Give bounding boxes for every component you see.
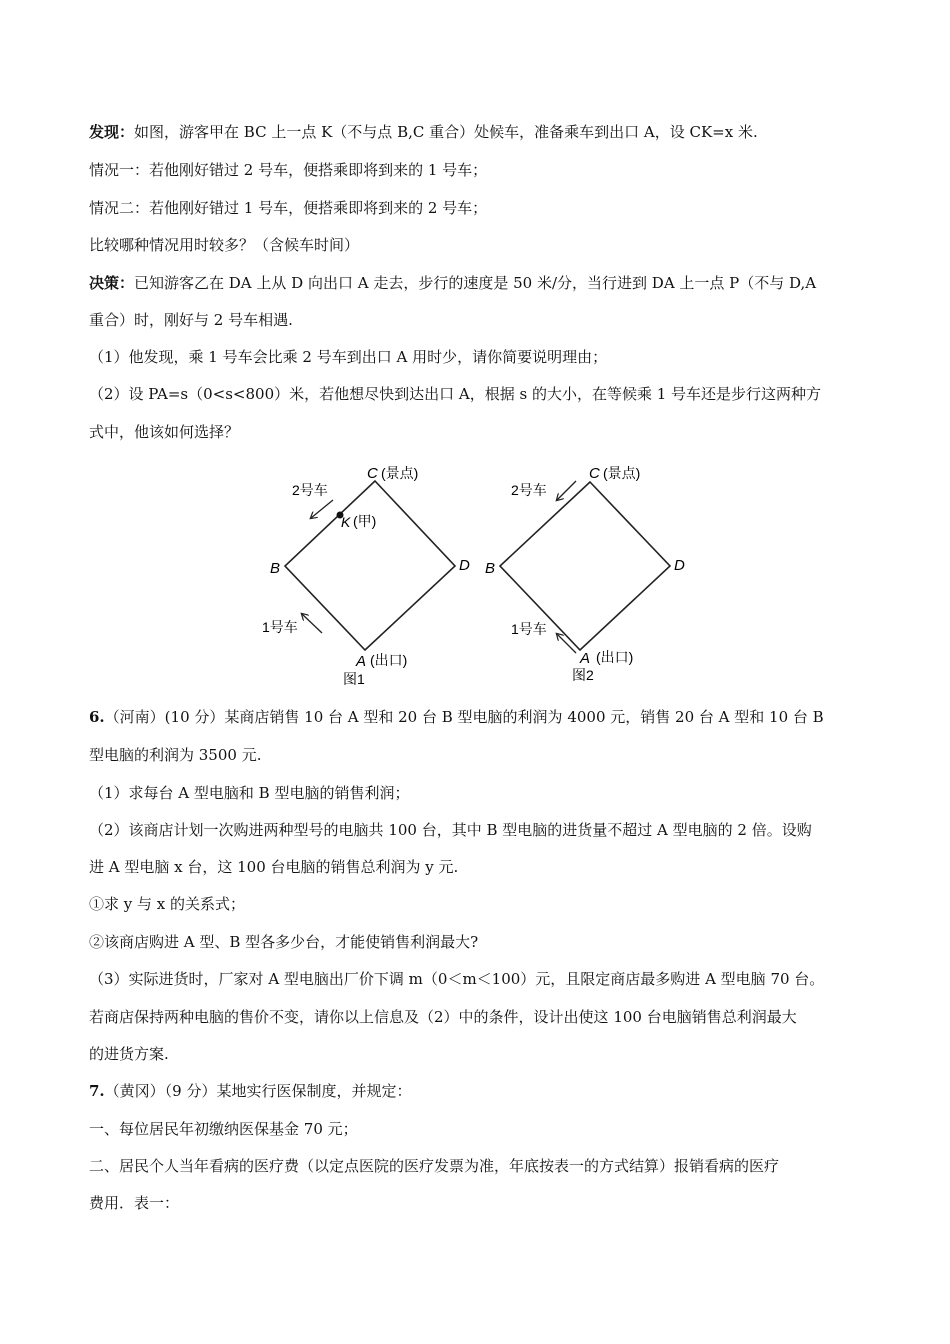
text-line: （3）实际进货时，厂家对 A 型电脑出厂价下调 m（0＜m＜100）元，且限定商店最多购进 A 型电脑 70 台。 [89, 970, 825, 988]
text-line: （1）他发现，乘 1 号车会比乘 2 号车到出口 A 用时少，请你简要说明理由； [89, 348, 608, 366]
label-c: C [589, 465, 600, 482]
label-c-note: (景点) [381, 465, 419, 481]
label-b: B [485, 560, 496, 577]
label-car2: 2号车 [511, 482, 547, 498]
label-car2: 2号车 [292, 482, 328, 498]
text-line: （1）求每台 A 型电脑和 B 型电脑的销售利润； [89, 784, 410, 802]
label-k-note: (甲) [353, 513, 377, 529]
text-line: 的进货方案. [89, 1045, 169, 1063]
label-a: A [580, 650, 591, 667]
figure-2 [485, 465, 685, 683]
label-car1: 1号车 [511, 621, 547, 637]
label-d: D [459, 557, 470, 574]
geometry-figures [0, 455, 950, 695]
text-line: 进 A 型电脑 x 台，这 100 台电脑的销售总利润为 y 元. [89, 858, 459, 876]
text-line: 费用．表一： [89, 1194, 180, 1212]
figure-2-caption: 图2 [572, 667, 594, 683]
label-a-note: (出口) [596, 649, 634, 665]
text-line: （2）该商店计划一次购进两种型号的电脑共 100 台，其中 B 型电脑的进货量不超过 A 型电脑的 2 倍。设购 [89, 821, 812, 839]
car2-direction-arrow [311, 500, 333, 518]
label-d: D [674, 557, 685, 574]
label-a: A [356, 653, 367, 670]
text-line: 6.（河南）(10 分）某商店销售 10 台 A 型和 20 台 B 型电脑的利润为 4000 元，销售 20 台 A 型和 10 台 B [89, 708, 824, 726]
figure-1-square [285, 481, 455, 650]
text-line: 7.（黄冈）（9 分）某地实行医保制度，并规定： [89, 1082, 412, 1100]
label-c: C [367, 465, 378, 482]
text-line: 重合）时，刚好与 2 号车相遇. [89, 311, 293, 329]
label-b: B [270, 560, 281, 577]
figure-1-caption: 图1 [343, 671, 365, 687]
text-line: ①求 y 与 x 的关系式； [89, 895, 246, 913]
label-car1: 1号车 [262, 619, 298, 635]
text-line: 情况二：若他刚好错过 1 号车，便搭乘即将到来的 2 号车； [89, 199, 488, 217]
text-line: 发现：如图，游客甲在 BC 上一点 K（不与点 B,C 重合）处候车，准备乘车到出口 A，设 CK=x 米. [89, 123, 758, 141]
text-line: 比较哪种情况用时较多？（含候车时间） [89, 236, 360, 254]
text-line: ②该商店购进 A 型、B 型各多少台，才能使销售利润最大? [89, 933, 479, 951]
text-line: 型电脑的利润为 3500 元. [89, 746, 262, 764]
text-line: 情况一：若他刚好错过 2 号车，便搭乘即将到来的 1 号车； [89, 161, 488, 179]
text-line: 决策：已知游客乙在 DA 上从 D 向出口 A 走去，步行的速度是 50 米/分，当行进到 DA 上一点 P（不与 D,A [89, 274, 817, 292]
label-c-note: (景点) [603, 465, 641, 481]
text-line: （2）设 PA=s（0<s<800）米，若他想尽快到达出口 A，根据 s 的大小，在等候乘 1 号车还是步行这两种方 [89, 385, 822, 403]
label-k: K [341, 514, 351, 530]
text-line: 二、居民个人当年看病的医疗费（以定点医院的医疗发票为准，年底按表一的方式结算）报销看病的医疗 [89, 1157, 780, 1175]
figure-1 [262, 465, 470, 687]
label-a-note: (出口) [370, 652, 408, 668]
text-line: 一、每位居民年初缴纳医保基金 70 元； [89, 1120, 358, 1138]
text-line: 若商店保持两种电脑的售价不变，请你以上信息及（2）中的条件，设计出使这 100 台电脑销售总利润最大 [89, 1008, 797, 1026]
text-line: 式中，他该如何选择？ [89, 423, 240, 441]
car1-direction-arrow [302, 614, 322, 633]
